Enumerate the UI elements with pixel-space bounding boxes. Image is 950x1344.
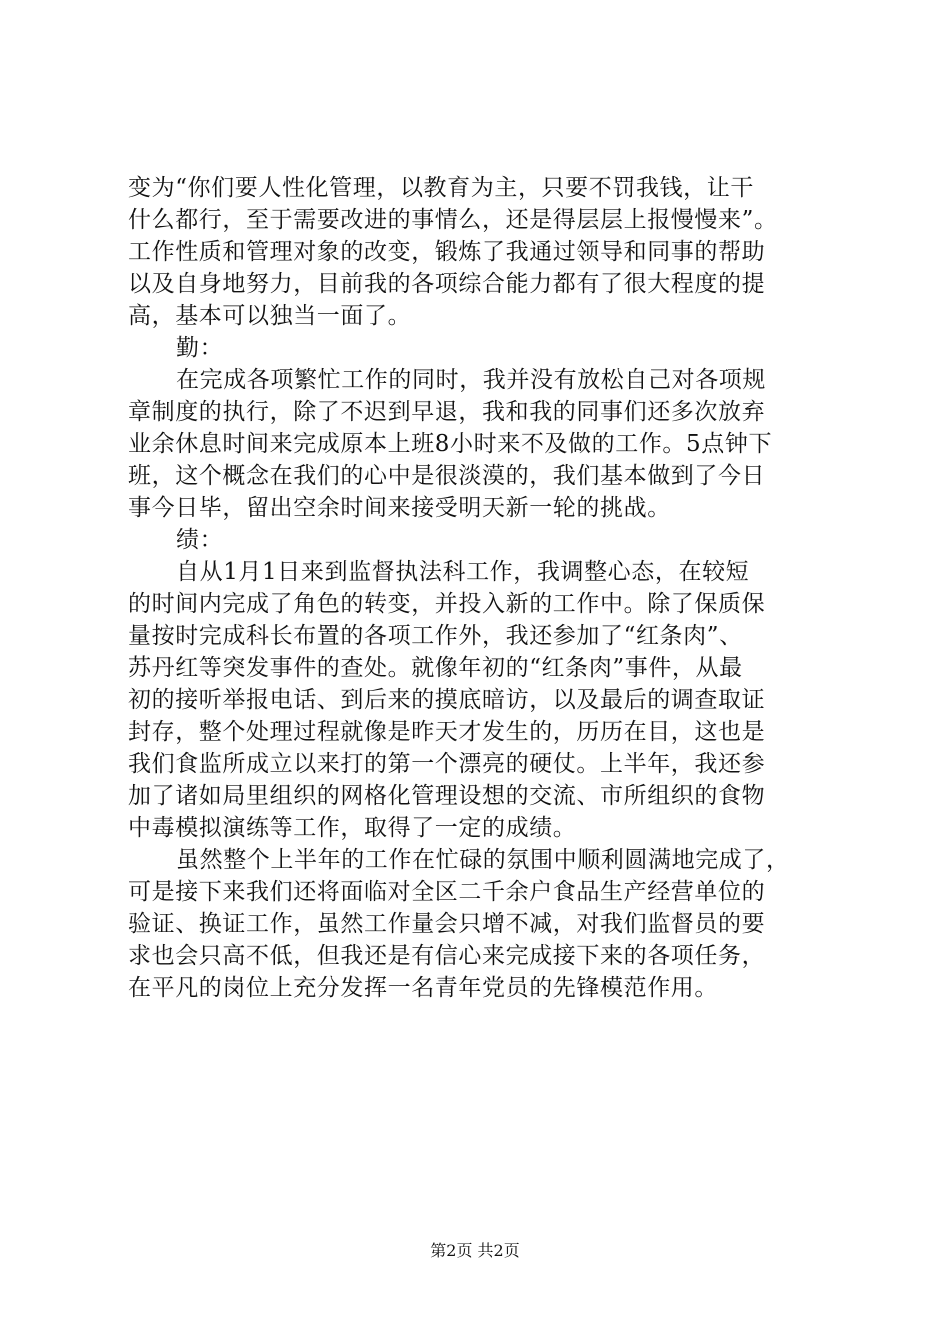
text-line: 中毒模拟演练等工作，取得了一定的成绩。 [128,815,577,841]
text-line: 初的接听举报电话、到后来的摸底暗访，以及最后的调查取证 [128,687,766,713]
text-line: 章制度的执行，除了不迟到早退，我和我的同事们还多次放弃 [128,399,766,425]
text-line: 验证、换证工作，虽然工作量会只增不减，对我们监督员的要 [128,911,766,937]
text-line: 变为“你们要人性化管理，以教育为主，只要不罚我钱，让干 [128,175,754,201]
text-line: 在完成各项繁忙工作的同时，我并没有放松自己对各项规 [176,367,766,393]
section-heading-qin: 勤： [176,335,224,361]
text-line: 班，这个概念在我们的心中是很淡漠的，我们基本做到了今日 [128,463,766,489]
text-line: 加了诸如局里组织的网格化管理设想的交流、市所组织的食物 [128,783,766,809]
text-line: 苏丹红等突发事件的查处。就像年初的“红条肉”事件，从最 [128,655,743,681]
text-line: 求也会只高不低，但我还是有信心来完成接下来的各项任务， [128,943,766,969]
text-line: 量按时完成科长布置的各项工作外，我还参加了“红条肉”、 [128,623,743,649]
text-line: 事今日毕，留出空余时间来接受明天新一轮的挑战。 [128,495,671,521]
text-line: 封存，整个处理过程就像是昨天才发生的，历历在目，这也是 [128,719,766,745]
text-line: 虽然整个上半年的工作在忙碌的氛围中顺利圆满地完成了， [176,847,790,873]
text-line: 可是接下来我们还将面临对全区二千余户食品生产经营单位的 [128,879,766,905]
document-body [128,172,848,1004]
text-line: 以及自身地努力，目前我的各项综合能力都有了很大程度的提 [128,271,766,297]
text-line: 高，基本可以独当一面了。 [128,303,412,329]
text-line: 的时间内完成了角色的转变，并投入新的工作中。除了保质保 [128,591,766,617]
page-number-footer: 第2页 共2页 [430,1241,520,1260]
text-line: 自从1月1日来到监督执法科工作，我调整心态，在较短 [176,559,750,585]
text-line: 我们食监所成立以来打的第一个漂亮的硬仗。上半年，我还参 [128,751,766,777]
text-line: 什么都行，至于需要改进的事情么，还是得层层上报慢慢来”。 [128,207,778,233]
text-line: 工作性质和管理对象的改变，锻炼了我通过领导和同事的帮助 [128,239,766,265]
text-line: 业余休息时间来完成原本上班8小时来不及做的工作。5点钟下 [128,431,773,457]
section-heading-ji: 绩： [176,527,224,553]
text-line: 在平凡的岗位上充分发挥一名青年党员的先锋模范作用。 [128,975,718,1001]
